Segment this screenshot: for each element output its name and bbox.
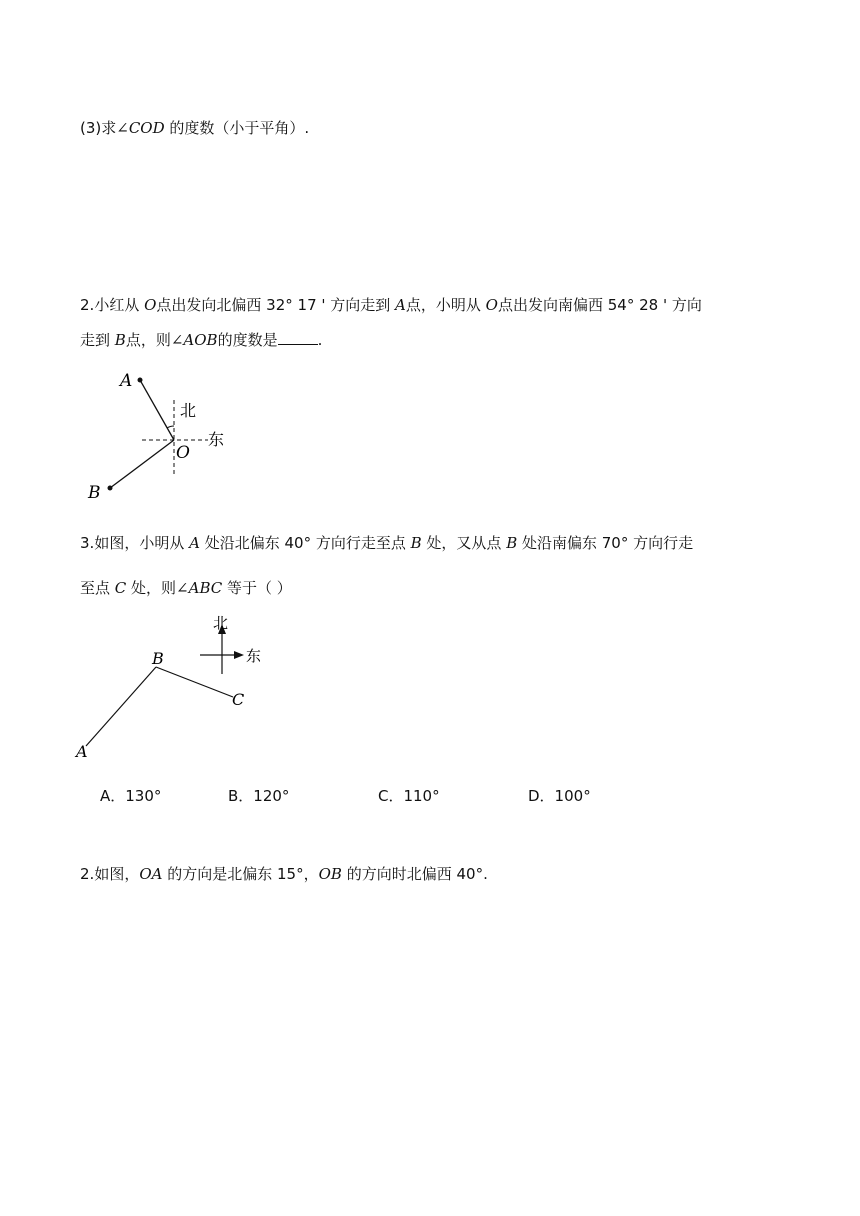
label-east: 东 bbox=[208, 430, 225, 449]
label-east: 东 bbox=[246, 647, 262, 665]
label-a: A bbox=[76, 742, 88, 761]
label-o: O bbox=[176, 443, 190, 463]
q3-line2: 至点 C 处，则∠ABC 等于（ ） bbox=[80, 579, 292, 597]
choice-a[interactable]: A．130° bbox=[100, 787, 162, 805]
choice-c[interactable]: C．110° bbox=[378, 787, 440, 805]
angle-aob: ∠AOB bbox=[170, 331, 218, 349]
figure-direction-aob bbox=[80, 360, 250, 510]
q2-line2: 走到 B点，则∠AOB的度数是 . bbox=[80, 331, 323, 349]
point-b bbox=[108, 486, 113, 491]
label-c: C bbox=[232, 690, 245, 709]
q3-number: 3. bbox=[80, 534, 95, 552]
label-a: A bbox=[120, 371, 133, 391]
label-north: 北 bbox=[213, 614, 229, 632]
angle-abc: ∠ABC bbox=[176, 579, 223, 597]
q4-line: 2.如图，OA 的方向是北偏东 15°，OB 的方向时北偏西 40°. bbox=[80, 865, 488, 883]
part3-question: (3)求∠COD 的度数（小于平角）. bbox=[80, 119, 310, 137]
q2-number: 2. bbox=[80, 296, 95, 314]
label-b: B bbox=[152, 649, 164, 668]
choice-d[interactable]: D．100° bbox=[528, 787, 591, 805]
q3-line1: 3.如图，小明从 A 处沿北偏东 40° 方向行走至点 B 处，又从点 B 处沿南偏东 70° 方向行走 bbox=[80, 534, 694, 552]
angle-cod: ∠COD bbox=[116, 119, 165, 137]
label-b: B bbox=[88, 483, 101, 503]
figure-path-abc bbox=[70, 612, 280, 767]
choice-b[interactable]: B．120° bbox=[228, 787, 290, 805]
segment-ab bbox=[86, 667, 156, 746]
east-arrow-icon bbox=[234, 651, 244, 659]
label-north: 北 bbox=[180, 401, 197, 420]
q4-number: 2. bbox=[80, 865, 95, 883]
answer-blank[interactable] bbox=[278, 330, 318, 345]
angle-arc bbox=[167, 426, 174, 428]
q2-line1: 2.小红从 O点出发向北偏西 32° 17 ' 方向走到 A点，小明从 O点出发向南偏西 54° 28 ' 方向 bbox=[80, 296, 702, 314]
ray-ob bbox=[110, 440, 174, 488]
ray-oa bbox=[140, 380, 174, 440]
point-a bbox=[138, 378, 143, 383]
